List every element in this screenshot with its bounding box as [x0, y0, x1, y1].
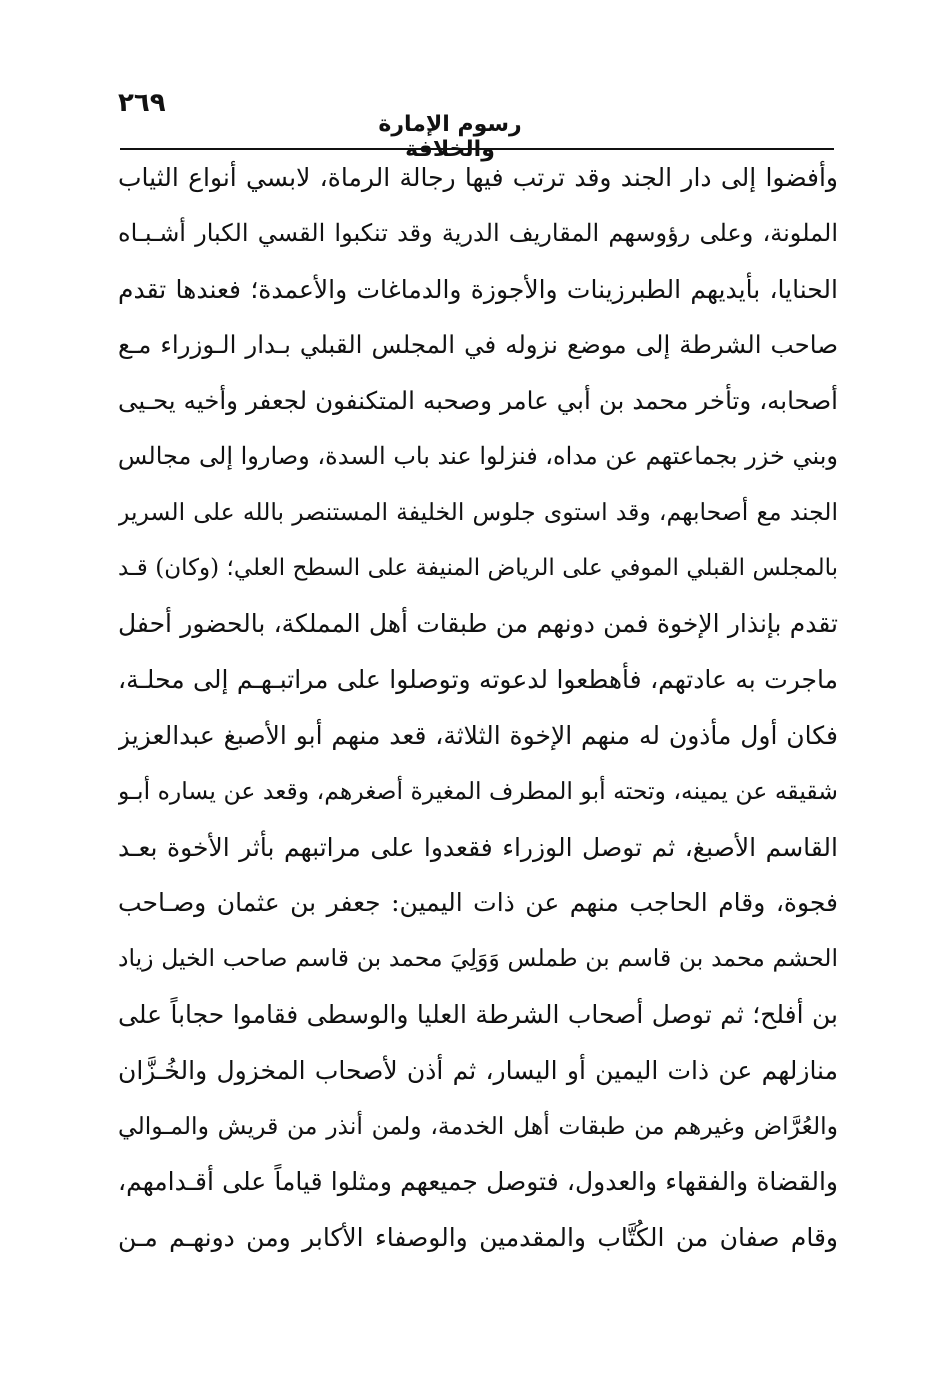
text-line: وأفضوا إلى دار الجند وقد ترتب فيها رجالة الرماة، لابسي أنواع الثياب	[118, 163, 838, 192]
text-line: فكان أول مأذون له منهم الإخوة الثلاثة، قعد منهم أبو الأصبغ عبدالعزيز	[118, 720, 838, 750]
text-line: تقدم بإنذار الإخوة فمن دونهم من طبقات أهل المملكة، بالحضور أحفل	[118, 609, 838, 639]
text-line: أصحابه، وتأخر محمد بن أبي عامر وصحبه المتكنفون لجعفر وأخيه يحـيى	[118, 386, 838, 416]
text-line: وقام صفان من الكُتَّاب والمقدمين والوصفاء الأكابر ومن دونهـم مـن	[118, 1223, 838, 1253]
text-line: والعُرَّاض وغيرهم من طبقات أهل الخدمة، ولمن أنذر من قريش والمـوالي	[118, 1111, 838, 1140]
text-line: الحنايا، بأيديهم الطبرزينات والأجوزة والدماغات والأعمدة؛ فعندها تقدم	[118, 274, 838, 304]
text-line: القاسم الأصبغ، ثم توصل الوزراء فقعدوا على مراتبهم بأثر الأخوة بعـد	[118, 832, 838, 862]
text-line: منازلهم عن ذات اليمين أو اليسار، ثم أذن لأصحاب المخزول والخُـزَّان	[118, 1055, 838, 1085]
text-line: والقضاة والفقهاء والعدول، فتوصل جميعهم ومثلوا قياماً على أقـدامهم،	[118, 1167, 838, 1197]
text-line: شقيقه عن يمينه، وتحته أبو المطرف المغيرة أصغرهم، وقعد عن يساره أبـو	[118, 776, 838, 805]
text-line: الجند مع أصحابهم، وقد استوى جلوس الخليفة المستنصر بالله على السرير	[118, 497, 838, 526]
page-number: ٢٦٩	[118, 88, 166, 118]
text-line: صاحب الشرطة إلى موضع نزوله في المجلس القبلي بـدار الـوزراء مـع	[118, 330, 838, 360]
text-line: الحشم محمد بن قاسم بن طملس وَوَلِيَ محمد بن قاسم صاحب الخيل زياد	[118, 944, 838, 973]
body-text	[118, 150, 838, 1266]
text-line: بالمجلس القبلي الموفي على الرياض المنيفة على السطح العلي؛ (وكان) قـد	[118, 554, 838, 581]
text-line: وبني خزر بجماعتهم عن مداه، فنزلوا عند باب السدة، وصاروا إلى مجالس	[118, 441, 838, 470]
text-line: الملونة، وعلى رؤوسهم المقاريف الدرية وقد تنكبوا القسي الكبار أشـبـاه	[118, 218, 838, 247]
text-line: بن أفلح؛ ثم توصل أصحاب الشرطة العليا والوسطى فقاموا حجاباً على	[118, 999, 838, 1029]
text-line: ماجرت به عادتهم، فأهطعوا لدعوته وتوصلوا على مراتبـهـم إلى محلـة،	[118, 665, 838, 695]
text-line: فجوة، وقام الحاجب منهم عن ذات اليمين: جعفر بن عثمان وصـاحب	[118, 888, 838, 918]
running-title: رسوم الإمارة والخلافة	[378, 112, 522, 162]
